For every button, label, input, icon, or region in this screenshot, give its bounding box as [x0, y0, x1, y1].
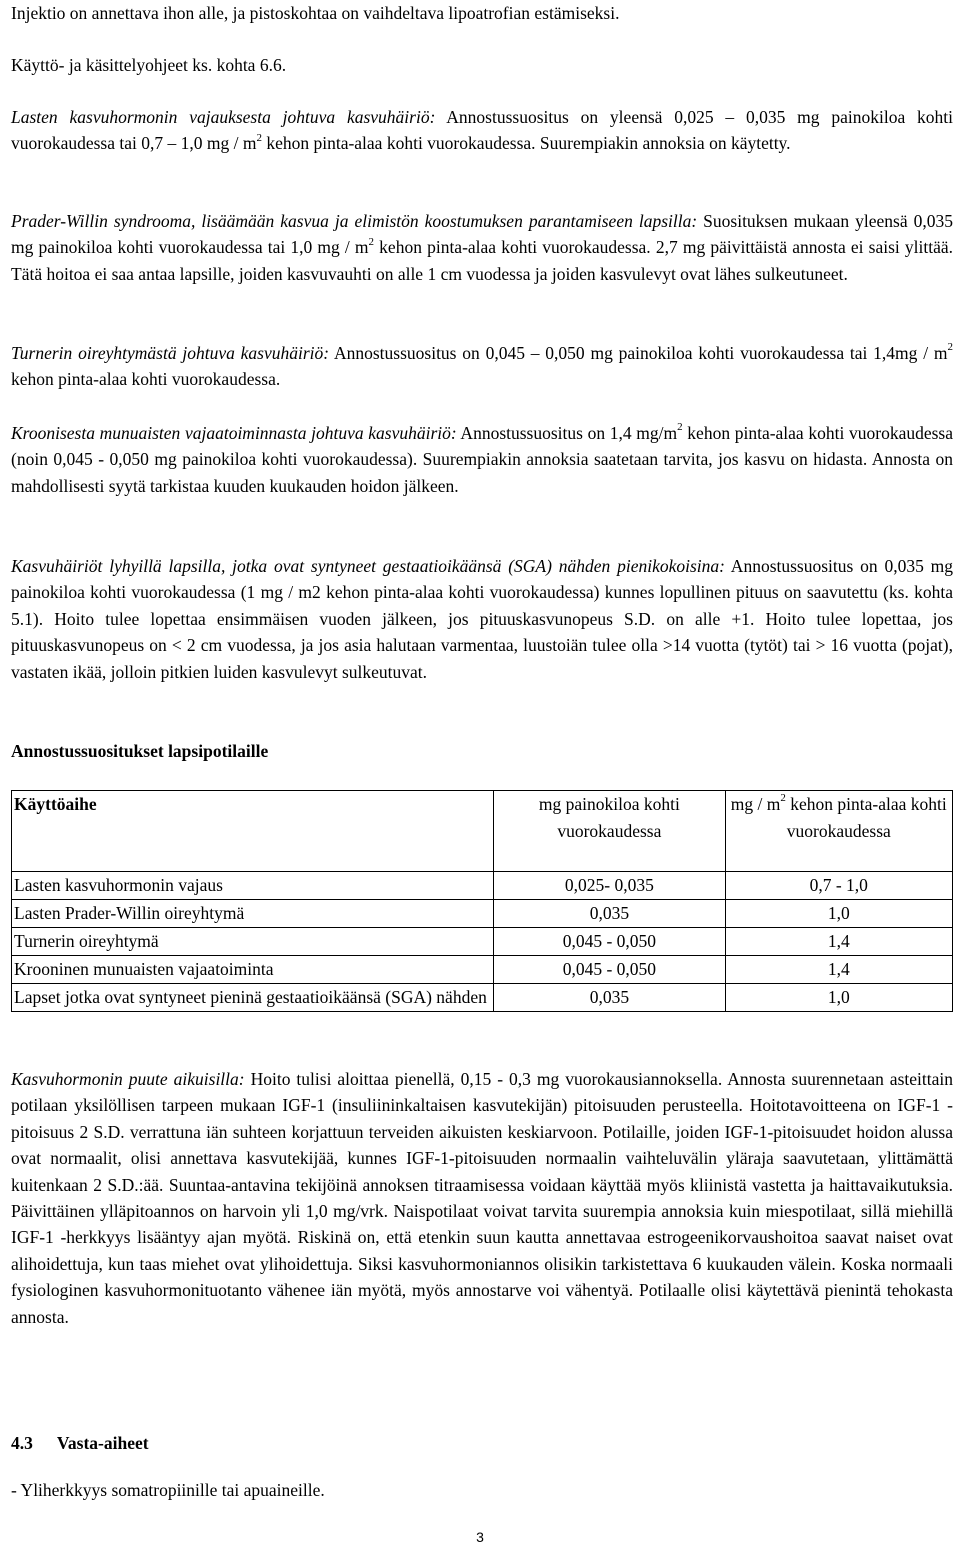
- paragraph-text: kehon pinta-alaa kohti vuorokaudessa.: [11, 369, 281, 390]
- paragraph-text: Hoito tulisi aloittaa pienellä, 0,15 - 0,3 mg vuorokausiannoksella. Annosta suurennetaan asteittain potilaan yksilöllisen tarpeen mukaan IGF-1 (insuliininkaltaisen kasvutekijän) pitoisuuden perusteella. Hoitotavoitteena on IGF-1 -pitoisuus 2 S.D. verrattuna iän suhteen korjattuun terveiden aikuisten keskiarvoon. Potilaille, joiden IGF-1-pitoisuudet hoidon alussa ovat normaalit, olisi annettava kasvutekijää, kunnes IGF-1-pitoisuuden normaalin vaihteluvälin yläraja saavutetaan, ylittämättä kuitenkaan 2 S.D.:ää. Suuntaa-antavina tekijöinä annoksen titraamisessa voidaan käyttää myös kliinistä vastetta ja haittavaikutuksia. Päivittäinen ylläpitoannos on harvoin yli 1,0 mg/vrk. Naispotilaat voivat tarvita suurempia annoksia kuin miespotilaat, sillä miehillä IGF-1 -herkkyys lisääntyy ajan myötä. Riskinä on, että etenkin suun kautta annettavaa estrogeenikorvaushoitoa saavat naiset ovat alihoidettuja, kun taas miehet ovat ylihoidettuja. Siksi kasvuhormoniannos olisikin tarkistettava 6 kuukauden välein. Koska normaali fysiologinen kasvuhormonituotanto vähenee iän myötä, myös annostarve voi vähentyä. Potilaalle olisi käytettävä pienintä tehokasta annosta.: [11, 1069, 953, 1327]
- paragraph-text: Annostussuositus on 0,035 mg painokiloa kohti vuorokaudessa (1 mg / m2 kehon pinta-alaa kohti vuorokaudessa) kunnes lopullinen pituus on saavutettu (ks. kohta 5.1). Hoito tulee lopettaa ensimmäisen vuoden jälkeen, jos pituuskasvunopeus S.D. on alle +1. Hoito tulee lopettaa, jos pituuskasvunopeus on < 2 cm vuodessa, ja jos asia halutaan varmentaa, luustoiän tulee olla >14 vuotta (tytöt) tai > 16 vuotta (pojat), vastaten ikää, jolloin pitkien luiden kasvulevyt sulkeutuvat.: [11, 556, 953, 682]
- indication-label: Turnerin oireyhtymästä johtuva kasvuhäiriö:: [11, 343, 330, 363]
- cell-mg-per-m2: 1,0: [725, 900, 952, 928]
- paragraph-injection: [11, 0, 619, 26]
- header-mg-per-m2: [725, 791, 952, 872]
- indication-label: Lasten kasvuhormonin vajauksesta johtuva kasvuhäiriö:: [11, 107, 436, 127]
- indication-label: Prader-Willin syndrooma, lisäämään kasvua ja elimistön koostumuksen parantamiseen lapsilla:: [11, 211, 698, 231]
- header-indication: Käyttöaihe: [12, 791, 494, 872]
- dosage-table: [11, 790, 953, 1012]
- cell-mg-per-m2: 0,7 - 1,0: [725, 872, 952, 900]
- table-row: [12, 956, 953, 984]
- page-number: 3: [476, 1529, 484, 1545]
- section-number: 4.3: [11, 1433, 33, 1453]
- paragraph-text: Injektio on annettava ihon alle, ja pistoskohtaa on vaihdeltava lipoatrofian estämiseksi.: [11, 3, 620, 23]
- cell-mg-per-kg: 0,025- 0,035: [494, 872, 725, 900]
- cell-indication: Krooninen munuaisten vajaatoiminta: [12, 956, 494, 984]
- cell-mg-per-m2: 1,0: [725, 984, 952, 1012]
- cell-indication: Lasten kasvuhormonin vajaus: [12, 872, 494, 900]
- paragraph-sga: [11, 553, 953, 685]
- superscript: 2: [780, 792, 786, 805]
- superscript: 2: [947, 341, 953, 354]
- cell-indication: Turnerin oireyhtymä: [12, 928, 494, 956]
- header-text: mg / m: [730, 794, 781, 814]
- paragraph-text: kehon pinta-alaa kohti vuorokaudessa. 2,7 mg päivittäistä annosta ei saisi ylittää. Tätä hoitoa ei saa antaa lapsille, joiden kasvuvauhti on alle 1 cm vuodessa ja joiden kasvulevyt ovat lähes sulkeutuneet.: [11, 237, 953, 284]
- paragraph-renal: [11, 420, 953, 499]
- section-title: Vasta-aiheet: [56, 1433, 149, 1453]
- cell-indication: Lapset jotka ovat syntyneet pieninä gestaatioikäänsä (SGA) nähden: [12, 984, 494, 1012]
- indication-label: Kroonisesta munuaisten vajaatoiminnasta johtuva kasvuhäiriö:: [11, 423, 457, 443]
- indication-label: Kasvuhormonin puute aikuisilla:: [11, 1069, 245, 1089]
- paragraph-contraindication: [11, 1477, 325, 1503]
- paragraph-turner: [11, 340, 953, 393]
- table-header-row: [12, 791, 953, 872]
- superscript: 2: [677, 421, 683, 434]
- paragraph-prader-willi: [11, 208, 953, 287]
- paragraph-adults: [11, 1066, 953, 1330]
- cell-mg-per-kg: 0,045 - 0,050: [494, 956, 725, 984]
- paragraph-text: Suosituksen mukaan yleensä 0,035 mg painokiloa kohti vuorokaudessa tai 1,0 mg / m: [11, 211, 954, 258]
- header-text: kehon pinta-alaa kohti vuorokaudessa: [785, 794, 947, 841]
- paragraph-text: kehon pinta-alaa kohti vuorokaudessa. Suurempiakin annoksia on käytetty.: [261, 133, 791, 154]
- paragraph-text: Annostussuositus on 1,4 mg/m: [456, 423, 678, 443]
- cell-mg-per-kg: 0,045 - 0,050: [494, 928, 725, 956]
- cell-mg-per-m2: 1,4: [725, 928, 952, 956]
- table-row: [12, 872, 953, 900]
- table-row: [12, 900, 953, 928]
- header-mg-per-kg: mg painokiloa kohti vuorokaudessa: [494, 791, 725, 872]
- indication-label: Kasvuhäiriöt lyhyillä lapsilla, jotka ovat syntyneet gestaatioikäänsä (SGA) nähden pienikokoisina:: [11, 556, 725, 576]
- paragraph-text: Käyttö- ja käsittelyohjeet ks. kohta 6.6.: [11, 55, 287, 75]
- paragraph-text: kehon pinta-alaa kohti vuorokaudessa (noin 0,045 - 0,050 mg painokiloa kohti vuorokaudessa). Suurempiakin annoksia saatetaan tarvita, jos kasvu on hidasta. Annosta on mahdollisesti syytä tarkistaa kuuden kuukauden hoidon jälkeen.: [11, 423, 953, 496]
- paragraph-handling-ref: [11, 52, 286, 78]
- table-row: [12, 984, 953, 1012]
- table-heading: Annostussuositukset lapsipotilaille: [11, 741, 269, 761]
- paragraph-ghd-children: [11, 104, 953, 157]
- section-heading: [11, 1430, 149, 1456]
- paragraph-text: Annostussuositus on yleensä 0,025 – 0,035 mg painokiloa kohti vuorokaudessa tai 0,7 – 1,0 mg / m: [11, 107, 953, 154]
- superscript: 2: [368, 235, 375, 248]
- table-row: [12, 928, 953, 956]
- superscript: 2: [256, 131, 262, 144]
- paragraph-text: Annostussuositus on 0,045 – 0,050 mg painokiloa kohti vuorokaudessa tai 1,4mg / m: [329, 343, 948, 363]
- cell-indication: Lasten Prader-Willin oireyhtymä: [12, 900, 494, 928]
- cell-mg-per-kg: 0,035: [494, 900, 725, 928]
- paragraph-text: - Yliherkkyys somatropiinille tai apuaineille.: [11, 1480, 325, 1500]
- cell-mg-per-kg: 0,035: [494, 984, 725, 1012]
- cell-mg-per-m2: 1,4: [725, 956, 952, 984]
